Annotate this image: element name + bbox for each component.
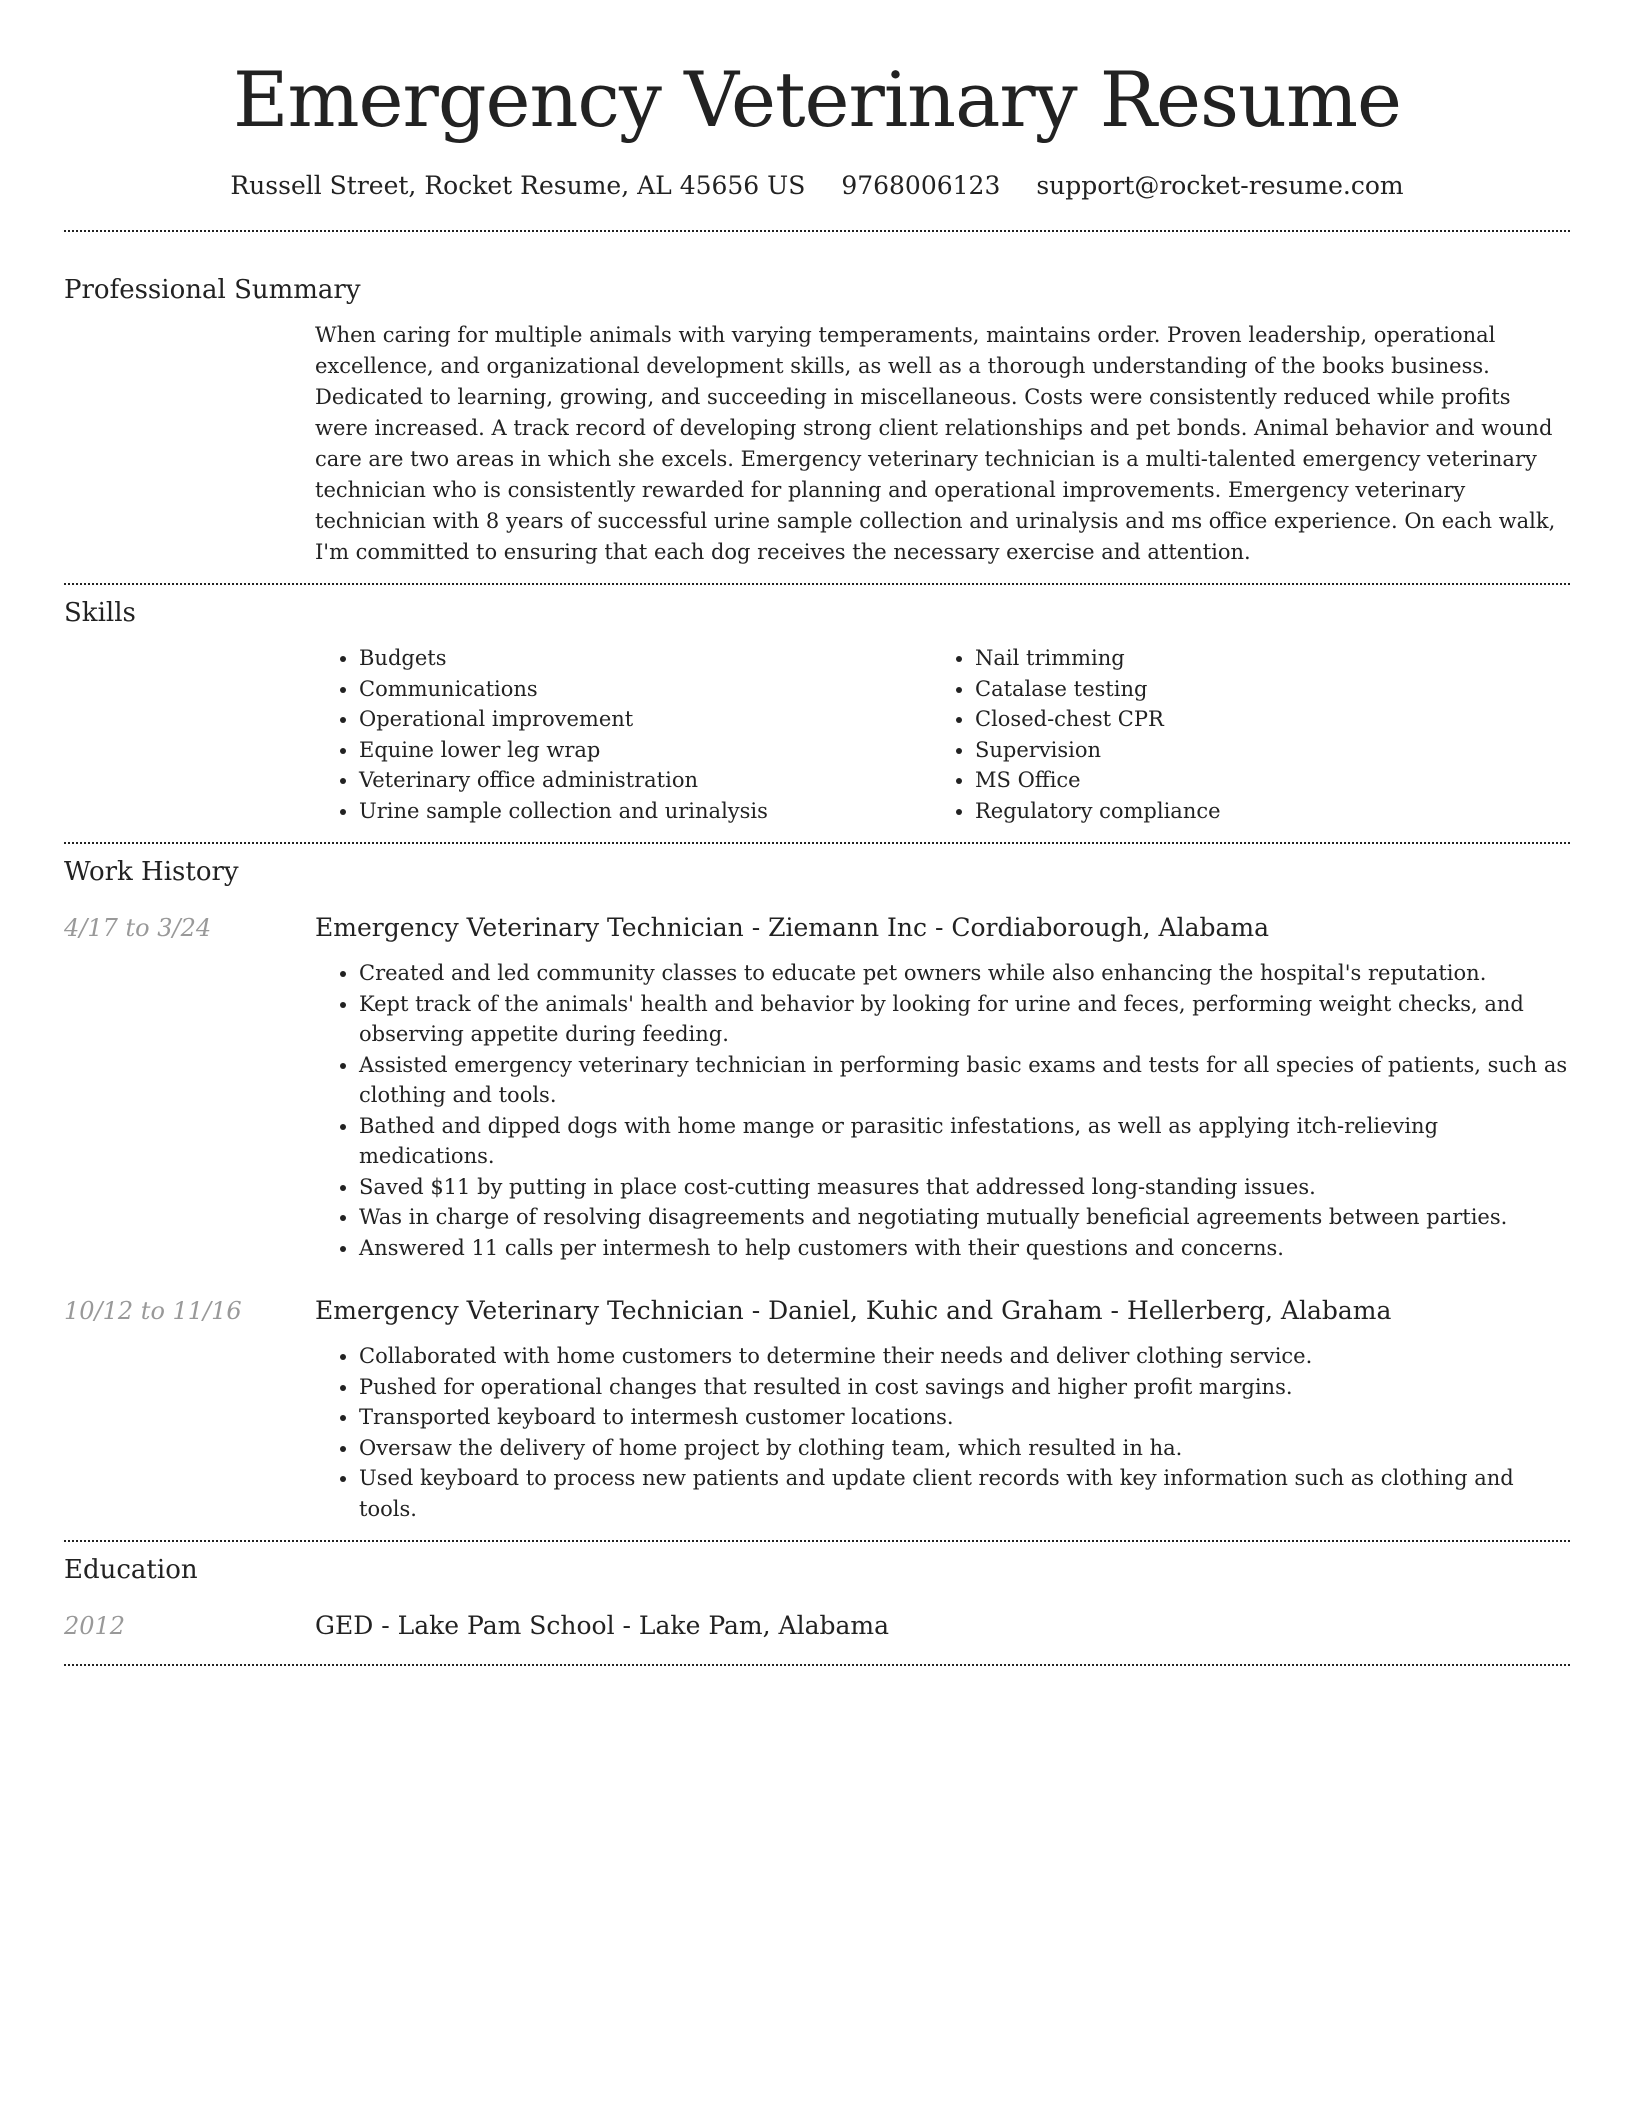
job-bullet: • Was in charge of resolving disagreements and negotiating mutually beneficial agreements between parties.: [359, 1202, 1570, 1233]
job-entry: [64, 910, 1570, 1263]
skill-item: • Catalase testing: [975, 674, 1547, 705]
skill-item: • Regulatory compliance: [975, 796, 1547, 827]
education-heading: Education: [64, 1555, 198, 1585]
job-dates: 10/12 to 11/16: [64, 1297, 242, 1325]
education-section: [64, 1552, 1570, 1644]
skill-item: • Nail trimming: [975, 643, 1547, 674]
skills-list-left: [315, 643, 931, 826]
contact-email: support@rocket-resume.com: [1036, 171, 1404, 200]
job-bullet: • Oversaw the delivery of home project by clothing team, which resulted in ha.: [359, 1433, 1570, 1464]
job-bullet: • Transported keyboard to intermesh customer locations.: [359, 1402, 1570, 1433]
resume-page: [64, 0, 1570, 1666]
education-year: 2012: [64, 1612, 126, 1640]
skill-item: • Communications: [359, 674, 931, 705]
job-title: Emergency Veterinary Technician - Ziemann Inc - Cordiaborough, Alabama: [315, 913, 1270, 942]
job-bullet: • Created and led community classes to educate pet owners while also enhancing the hospital's reputation.: [359, 958, 1570, 989]
job-bullet: • Pushed for operational changes that resulted in cost savings and higher profit margins.: [359, 1372, 1570, 1403]
skills-section: [64, 595, 1570, 826]
skill-item: • MS Office: [975, 765, 1547, 796]
contact-address: Russell Street, Rocket Resume, AL 45656 US: [230, 171, 806, 200]
skill-item: • Urine sample collection and urinalysis: [359, 796, 931, 827]
divider: [64, 583, 1570, 585]
job-bullet: • Bathed and dipped dogs with home mange or parasitic infestations, as well as applying itch-relieving medications.: [359, 1111, 1570, 1172]
job-bullet: • Kept track of the animals' health and behavior by looking for urine and feces, performing weight checks, and observing appetite during feeding.: [359, 989, 1570, 1050]
contact-phone: 9768006123: [841, 171, 1001, 200]
skills-columns: [315, 643, 1570, 826]
divider: [64, 230, 1570, 232]
skill-item: • Veterinary office administration: [359, 765, 931, 796]
divider: [64, 1540, 1570, 1542]
summary-text: When caring for multiple animals with varying temperaments, maintains order. Proven leadership, operational excellence, and organizational development skills, as well as a thorough understanding of the books business. Dedicated to learning, growing, and succeeding in miscellaneous. Costs were consistently reduced while profits were increased. A track record of developing strong client relationships and pet bonds. Animal behavior and wound care are two areas in which she excels. Emergency veterinary technician is a multi-talented emergency veterinary technician who is consistently rewarded for planning and operational improvements. Emergency veterinary technician with 8 years of successful urine sample collection and urinalysis and ms office experience. On each walk, I'm committed to ensuring that each dog receives the necessary exercise and attention.: [315, 323, 1556, 564]
contact-line: [64, 166, 1570, 206]
job-bullet: • Assisted emergency veterinary technician in performing basic exams and tests for all species of patients, such as clothing and tools.: [359, 1050, 1570, 1111]
job-bullet: • Saved $11 by putting in place cost-cutting measures that addressed long-standing issues.: [359, 1172, 1570, 1203]
job-header: [64, 1293, 1570, 1329]
divider: [64, 842, 1570, 844]
education-title: GED - Lake Pam School - Lake Pam, Alabama: [315, 1611, 889, 1640]
skill-item: • Operational improvement: [359, 704, 931, 735]
job-header: [64, 910, 1570, 946]
education-entry: [64, 1608, 1570, 1644]
resume-title: Emergency Veterinary Resume: [233, 55, 1401, 144]
skill-item: • Budgets: [359, 643, 931, 674]
summary-section: [64, 272, 1570, 568]
job-bullet: • Collaborated with home customers to determine their needs and deliver clothing service.: [359, 1341, 1570, 1372]
skills-column-left: [315, 643, 931, 826]
job-dates: 4/17 to 3/24: [64, 914, 212, 942]
work-heading: Work History: [64, 857, 239, 887]
skills-list-right: [931, 643, 1547, 826]
work-section: [64, 854, 1570, 1524]
job-bullets: [315, 1341, 1570, 1524]
skill-item: • Supervision: [975, 735, 1547, 766]
job-bullet: • Used keyboard to process new patients and update client records with key information such as clothing and tools.: [359, 1463, 1570, 1524]
job-entry: [64, 1293, 1570, 1524]
summary-heading: Professional Summary: [64, 275, 361, 305]
divider: [64, 1664, 1570, 1666]
job-bullets: [315, 958, 1570, 1263]
skills-heading: Skills: [64, 598, 136, 628]
job-title: Emergency Veterinary Technician - Daniel, Kuhic and Graham - Hellerberg, Alabama: [315, 1296, 1392, 1325]
skill-item: • Closed-chest CPR: [975, 704, 1547, 735]
skills-column-right: [931, 643, 1547, 826]
skill-item: • Equine lower leg wrap: [359, 735, 931, 766]
job-bullet: • Answered 11 calls per intermesh to help customers with their questions and concerns.: [359, 1233, 1570, 1264]
